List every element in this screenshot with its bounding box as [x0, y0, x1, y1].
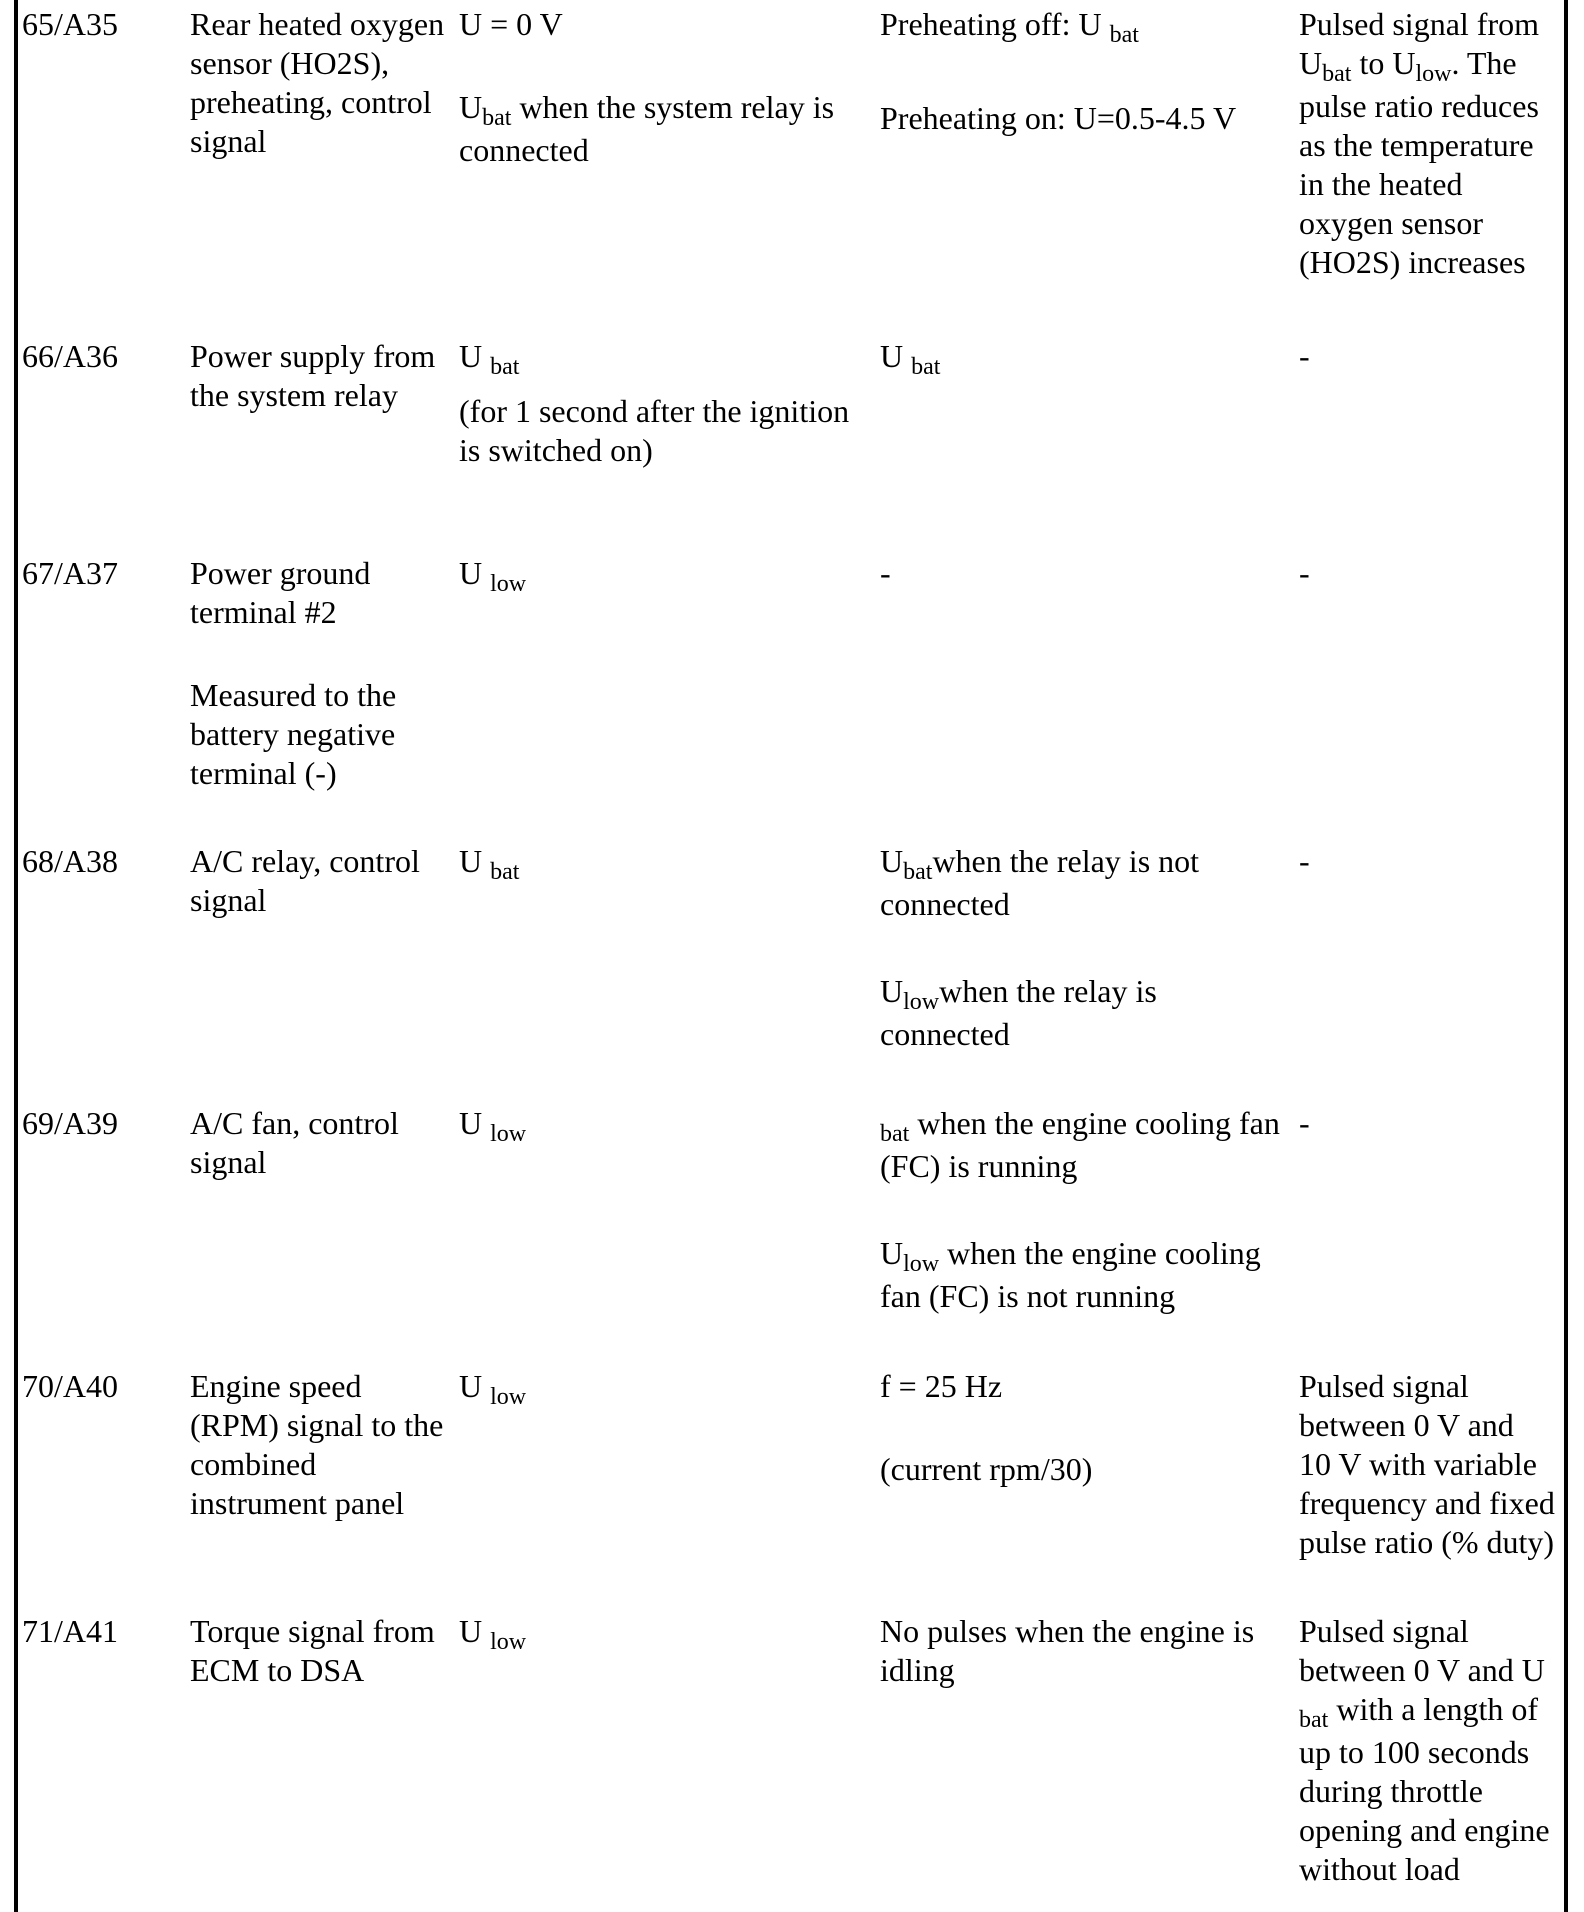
ignition-on-cell: U $_{bat}$ (for 1 second after the ignition is switched on)	[459, 338, 850, 468]
ignition-on-cell: U $_{low}$	[459, 1613, 527, 1655]
description-cell: Power ground terminal #2 Measured to the battery negative terminal (-)	[190, 555, 397, 791]
description-cell: A/C relay, control signal	[190, 843, 420, 918]
right-border-rule	[1564, 0, 1568, 1912]
engine-idling-cell: -	[880, 555, 891, 591]
ignition-on-cell: U $_{low}$	[459, 555, 527, 597]
engine-idling-cell: No pulses when the engine is idling	[880, 1613, 1255, 1688]
pin-cell: 70/A40	[22, 1368, 118, 1404]
ignition-on-cell: U = 0 V $U_{bat}$ when the system relay is connected	[459, 6, 835, 168]
left-border-rule	[14, 0, 18, 1912]
remarks-cell: Pulsed signal from $U_{bat}$ to $U_{low}$. The pulse ratio reduces as the temperature in the heated oxygen sensor (HO2S) increases	[1299, 6, 1539, 280]
description-cell: Engine speed (RPM) signal to the combined instrument panel	[190, 1368, 444, 1521]
engine-idling-cell: $_{bat}$ when the engine cooling fan (FC) is running $U_{low}$ when the engine cooling fan (FC) is not running	[880, 1105, 1280, 1314]
pin-cell: 67/A37	[22, 555, 118, 591]
pin-cell: 65/A35	[22, 6, 118, 42]
engine-idling-cell: $U_{bat}when$ the relay is not connected $U_{low}when$ the relay is connected	[880, 843, 1200, 1052]
remarks-cell: -	[1299, 555, 1310, 591]
remarks-cell: -	[1299, 338, 1310, 374]
remarks-cell: -	[1299, 843, 1310, 879]
pin-cell: 69/A39	[22, 1105, 118, 1141]
engine-idling-cell: U $_{bat}$	[880, 338, 941, 380]
engine-idling-cell: Preheating off: U $_{bat}$ Preheating on: U=0.5-4.5 V	[880, 6, 1237, 136]
description-cell: Power supply from the system relay	[190, 338, 436, 413]
ignition-on-cell: U $_{bat}$	[459, 843, 520, 885]
pin-cell: 66/A36	[22, 338, 118, 374]
remarks-cell: Pulsed signal between 0 V and 10 V with variable frequency and fixed pulse ratio (% duty)	[1299, 1368, 1555, 1560]
remarks-cell: -	[1299, 1105, 1310, 1141]
pin-cell: 68/A38	[22, 843, 118, 879]
engine-idling-cell: f = 25 Hz (current rpm/30)	[880, 1368, 1093, 1487]
remarks-cell: Pulsed signal between 0 V and U $_{bat}$ with a length of up to 100 seconds during throttle opening and engine without load	[1299, 1613, 1550, 1887]
description-cell: A/C fan, control signal	[190, 1105, 399, 1180]
description-cell: Torque signal from ECM to DSA	[190, 1613, 435, 1688]
description-cell: Rear heated oxygen sensor (HO2S), preheating, control signal	[190, 6, 445, 159]
ignition-on-cell: U $_{low}$	[459, 1368, 527, 1410]
pin-cell: 71/A41	[22, 1613, 118, 1649]
ignition-on-cell: U $_{low}$	[459, 1105, 527, 1147]
